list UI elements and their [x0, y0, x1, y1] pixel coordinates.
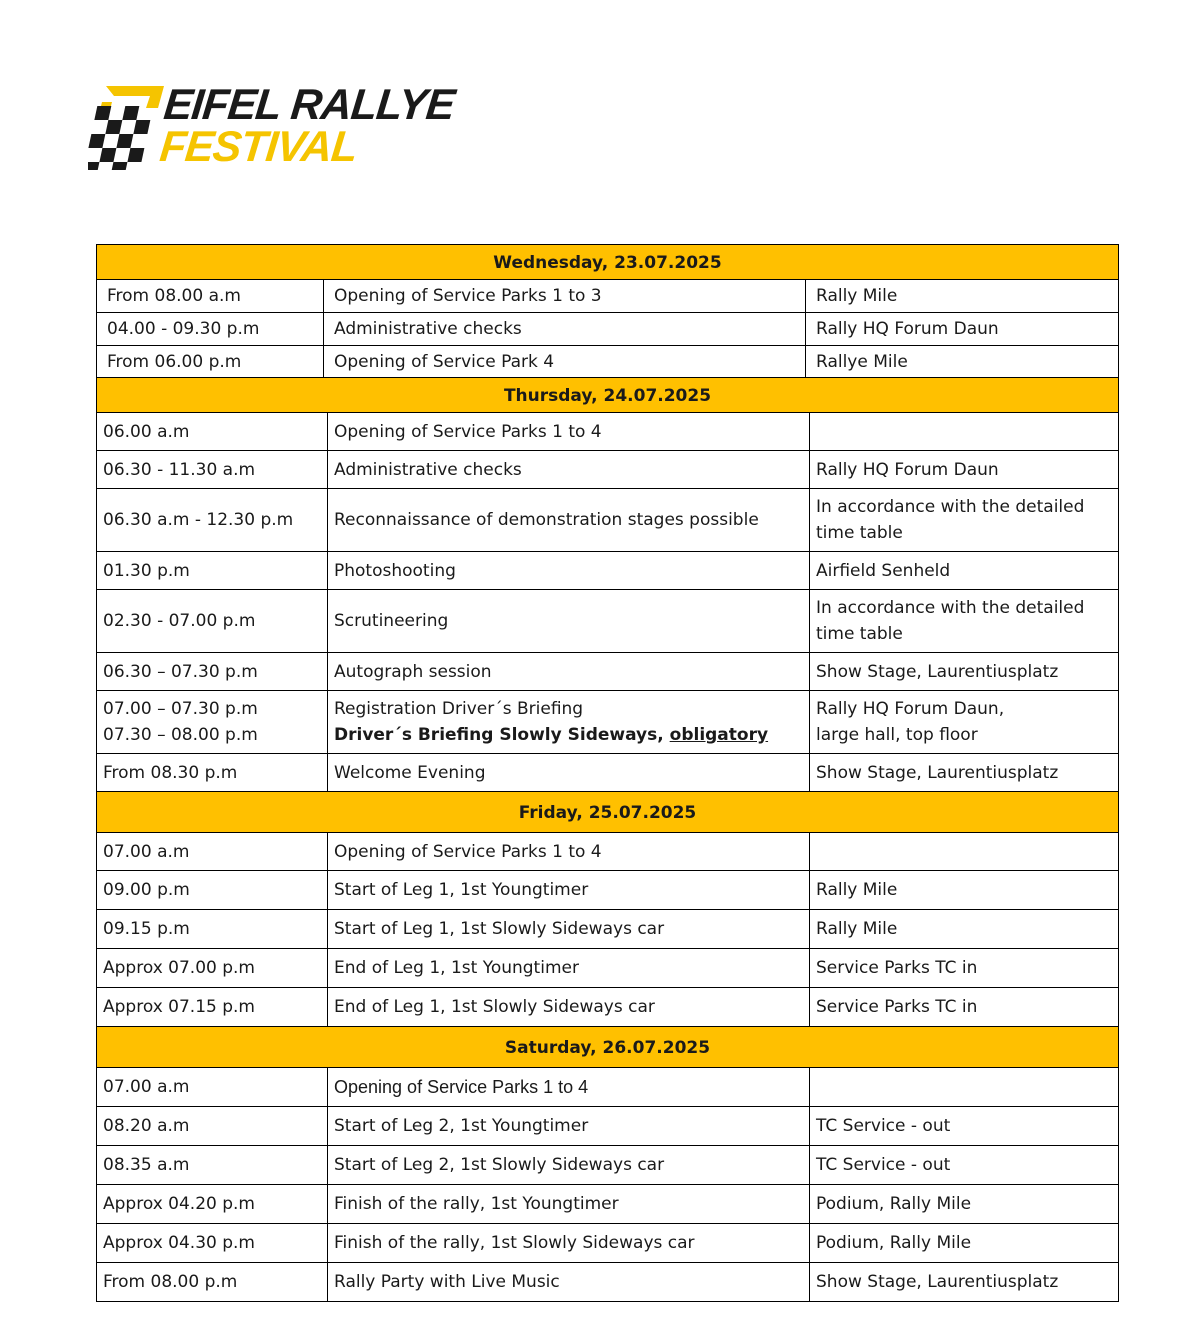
location-cell: Rally Mile	[816, 919, 898, 939]
time-cell: 08.20 a.m	[97, 1107, 328, 1145]
location-line1: In accordance with the detailed	[816, 497, 1085, 517]
location-line2: large hall, top floor	[816, 725, 978, 745]
time-cell: Approx 07.00 p.m	[97, 949, 328, 987]
time-cell: Approx 04.30 p.m	[97, 1224, 328, 1262]
table-row	[96, 753, 1119, 791]
location-cell	[810, 1068, 1118, 1106]
eifel-rallye-festival-logo	[88, 82, 498, 174]
time-cell: 06.30 a.m - 12.30 p.m	[97, 489, 328, 551]
event-cell: Start of Leg 1, 1st Youngtimer	[328, 871, 810, 909]
event-line2	[334, 722, 768, 748]
checkered-flag-icon	[88, 84, 164, 174]
schedule-table	[96, 244, 1119, 1302]
event-cell: Opening of Service Parks 1 to 3	[324, 280, 806, 312]
location-line1: In accordance with the detailed	[816, 598, 1085, 618]
briefing-label: Driver´s Briefing Slowly Sideways,	[334, 725, 664, 745]
location-cell: Service Parks TC in	[816, 958, 978, 978]
table-row	[96, 832, 1119, 870]
table-row	[96, 312, 1119, 345]
event-cell: Start of Leg 2, 1st Youngtimer	[328, 1107, 810, 1145]
table-row	[96, 1106, 1119, 1145]
event-cell	[328, 691, 810, 753]
time-line2: 07.30 – 08.00 p.m	[103, 725, 258, 745]
location-cell: Show Stage, Laurentiusplatz	[816, 1272, 1059, 1292]
location-cell: Airfield Senheld	[816, 560, 951, 581]
event-cell: Opening of Service Parks 1 to 4	[328, 833, 810, 870]
event-cell: Administrative checks	[324, 313, 806, 345]
table-row	[96, 412, 1119, 450]
event-cell: Welcome Evening	[328, 754, 810, 791]
location-cell: Rallye Mile	[816, 351, 908, 372]
location-cell: Rally HQ Forum Daun	[816, 459, 999, 480]
location-line2: time table	[816, 624, 903, 644]
table-row	[96, 690, 1119, 753]
event-cell: Administrative checks	[328, 451, 810, 488]
table-row	[96, 345, 1119, 377]
table-row	[96, 1262, 1119, 1302]
logo-title-line2: FESTIVAL	[157, 123, 360, 171]
time-cell: 01.30 p.m	[97, 552, 328, 589]
location-cell	[810, 413, 1118, 450]
event-cell: End of Leg 1, 1st Slowly Sideways car	[328, 988, 810, 1026]
location-cell: Show Stage, Laurentiusplatz	[816, 762, 1059, 783]
table-row	[96, 1223, 1119, 1262]
location-cell: Service Parks TC in	[816, 997, 978, 1017]
time-cell: Approx 04.20 p.m	[97, 1185, 328, 1223]
event-cell: Opening of Service Park 4	[324, 346, 806, 377]
location-cell	[810, 691, 1118, 753]
obligatory-label: obligatory	[669, 725, 769, 745]
time-cell: 06.30 - 11.30 a.m	[97, 451, 328, 488]
location-cell: TC Service - out	[816, 1155, 951, 1175]
event-cell: Start of Leg 2, 1st Slowly Sideways car	[328, 1146, 810, 1184]
day-header-wednesday: Wednesday, 23.07.2025	[96, 244, 1119, 279]
time-line1: 07.00 – 07.30 p.m	[103, 699, 258, 719]
location-cell: Podium, Rally Mile	[816, 1233, 972, 1253]
table-row	[96, 1145, 1119, 1184]
table-row	[96, 948, 1119, 987]
location-cell: Show Stage, Laurentiusplatz	[816, 661, 1059, 682]
time-cell: 07.00 a.m	[97, 833, 328, 870]
day-header-thursday: Thursday, 24.07.2025	[96, 377, 1119, 412]
event-cell: Finish of the rally, 1st Youngtimer	[328, 1185, 810, 1223]
time-cell: 09.00 p.m	[97, 871, 328, 909]
table-row	[96, 551, 1119, 589]
time-cell: From 08.00 p.m	[97, 1263, 328, 1301]
time-cell: 07.00 a.m	[97, 1068, 328, 1106]
event-cell: Photoshooting	[328, 552, 810, 589]
event-cell: Reconnaissance of demonstration stages possible	[328, 489, 810, 551]
event-cell: Autograph session	[328, 653, 810, 690]
table-row	[96, 909, 1119, 948]
location-cell: Rally HQ Forum Daun	[816, 319, 999, 339]
event-cell: Rally Party with Live Music	[328, 1263, 810, 1301]
event-cell: Scrutineering	[328, 590, 810, 652]
time-cell: From 08.30 p.m	[97, 754, 328, 791]
event-cell: End of Leg 1, 1st Youngtimer	[328, 949, 810, 987]
table-row	[96, 450, 1119, 488]
time-cell	[97, 691, 328, 753]
time-cell: 09.15 p.m	[97, 910, 328, 948]
location-cell: Podium, Rally Mile	[816, 1194, 972, 1214]
time-cell: 04.00 - 09.30 p.m	[97, 313, 324, 345]
location-cell	[810, 833, 1118, 870]
time-cell: 06.00 a.m	[97, 413, 328, 450]
location-cell: Rally Mile	[816, 880, 898, 900]
table-row	[96, 870, 1119, 909]
time-cell: From 08.00 a.m	[97, 280, 324, 312]
location-cell: Rally Mile	[816, 286, 898, 306]
day-header-friday: Friday, 25.07.2025	[96, 791, 1119, 832]
event-cell: Finish of the rally, 1st Slowly Sideways car	[328, 1224, 810, 1262]
location-line1: Rally HQ Forum Daun,	[816, 699, 1005, 719]
event-line1: Registration Driver´s Briefing	[334, 699, 584, 719]
table-row	[96, 1184, 1119, 1223]
table-row	[96, 589, 1119, 652]
location-cell: TC Service - out	[816, 1116, 951, 1136]
event-cell: Opening of Service Parks 1 to 4	[328, 413, 810, 450]
table-row	[96, 279, 1119, 312]
table-row	[96, 488, 1119, 551]
logo-title-line1: EIFEL RALLYE	[161, 81, 457, 129]
event-cell: Opening of Service Parks 1 to 4	[328, 1068, 810, 1106]
time-cell: 08.35 a.m	[97, 1146, 328, 1184]
location-cell	[810, 590, 1118, 652]
time-cell: From 06.00 p.m	[97, 346, 324, 377]
table-row	[96, 1067, 1119, 1106]
table-row	[96, 652, 1119, 690]
table-row	[96, 987, 1119, 1026]
location-line2: time table	[816, 523, 903, 543]
time-cell: 02.30 - 07.00 p.m	[97, 590, 328, 652]
event-cell: Start of Leg 1, 1st Slowly Sideways car	[328, 910, 810, 948]
time-cell: 06.30 – 07.30 p.m	[97, 653, 328, 690]
time-cell: Approx 07.15 p.m	[97, 988, 328, 1026]
location-cell	[810, 489, 1118, 551]
day-header-saturday: Saturday, 26.07.2025	[96, 1026, 1119, 1067]
